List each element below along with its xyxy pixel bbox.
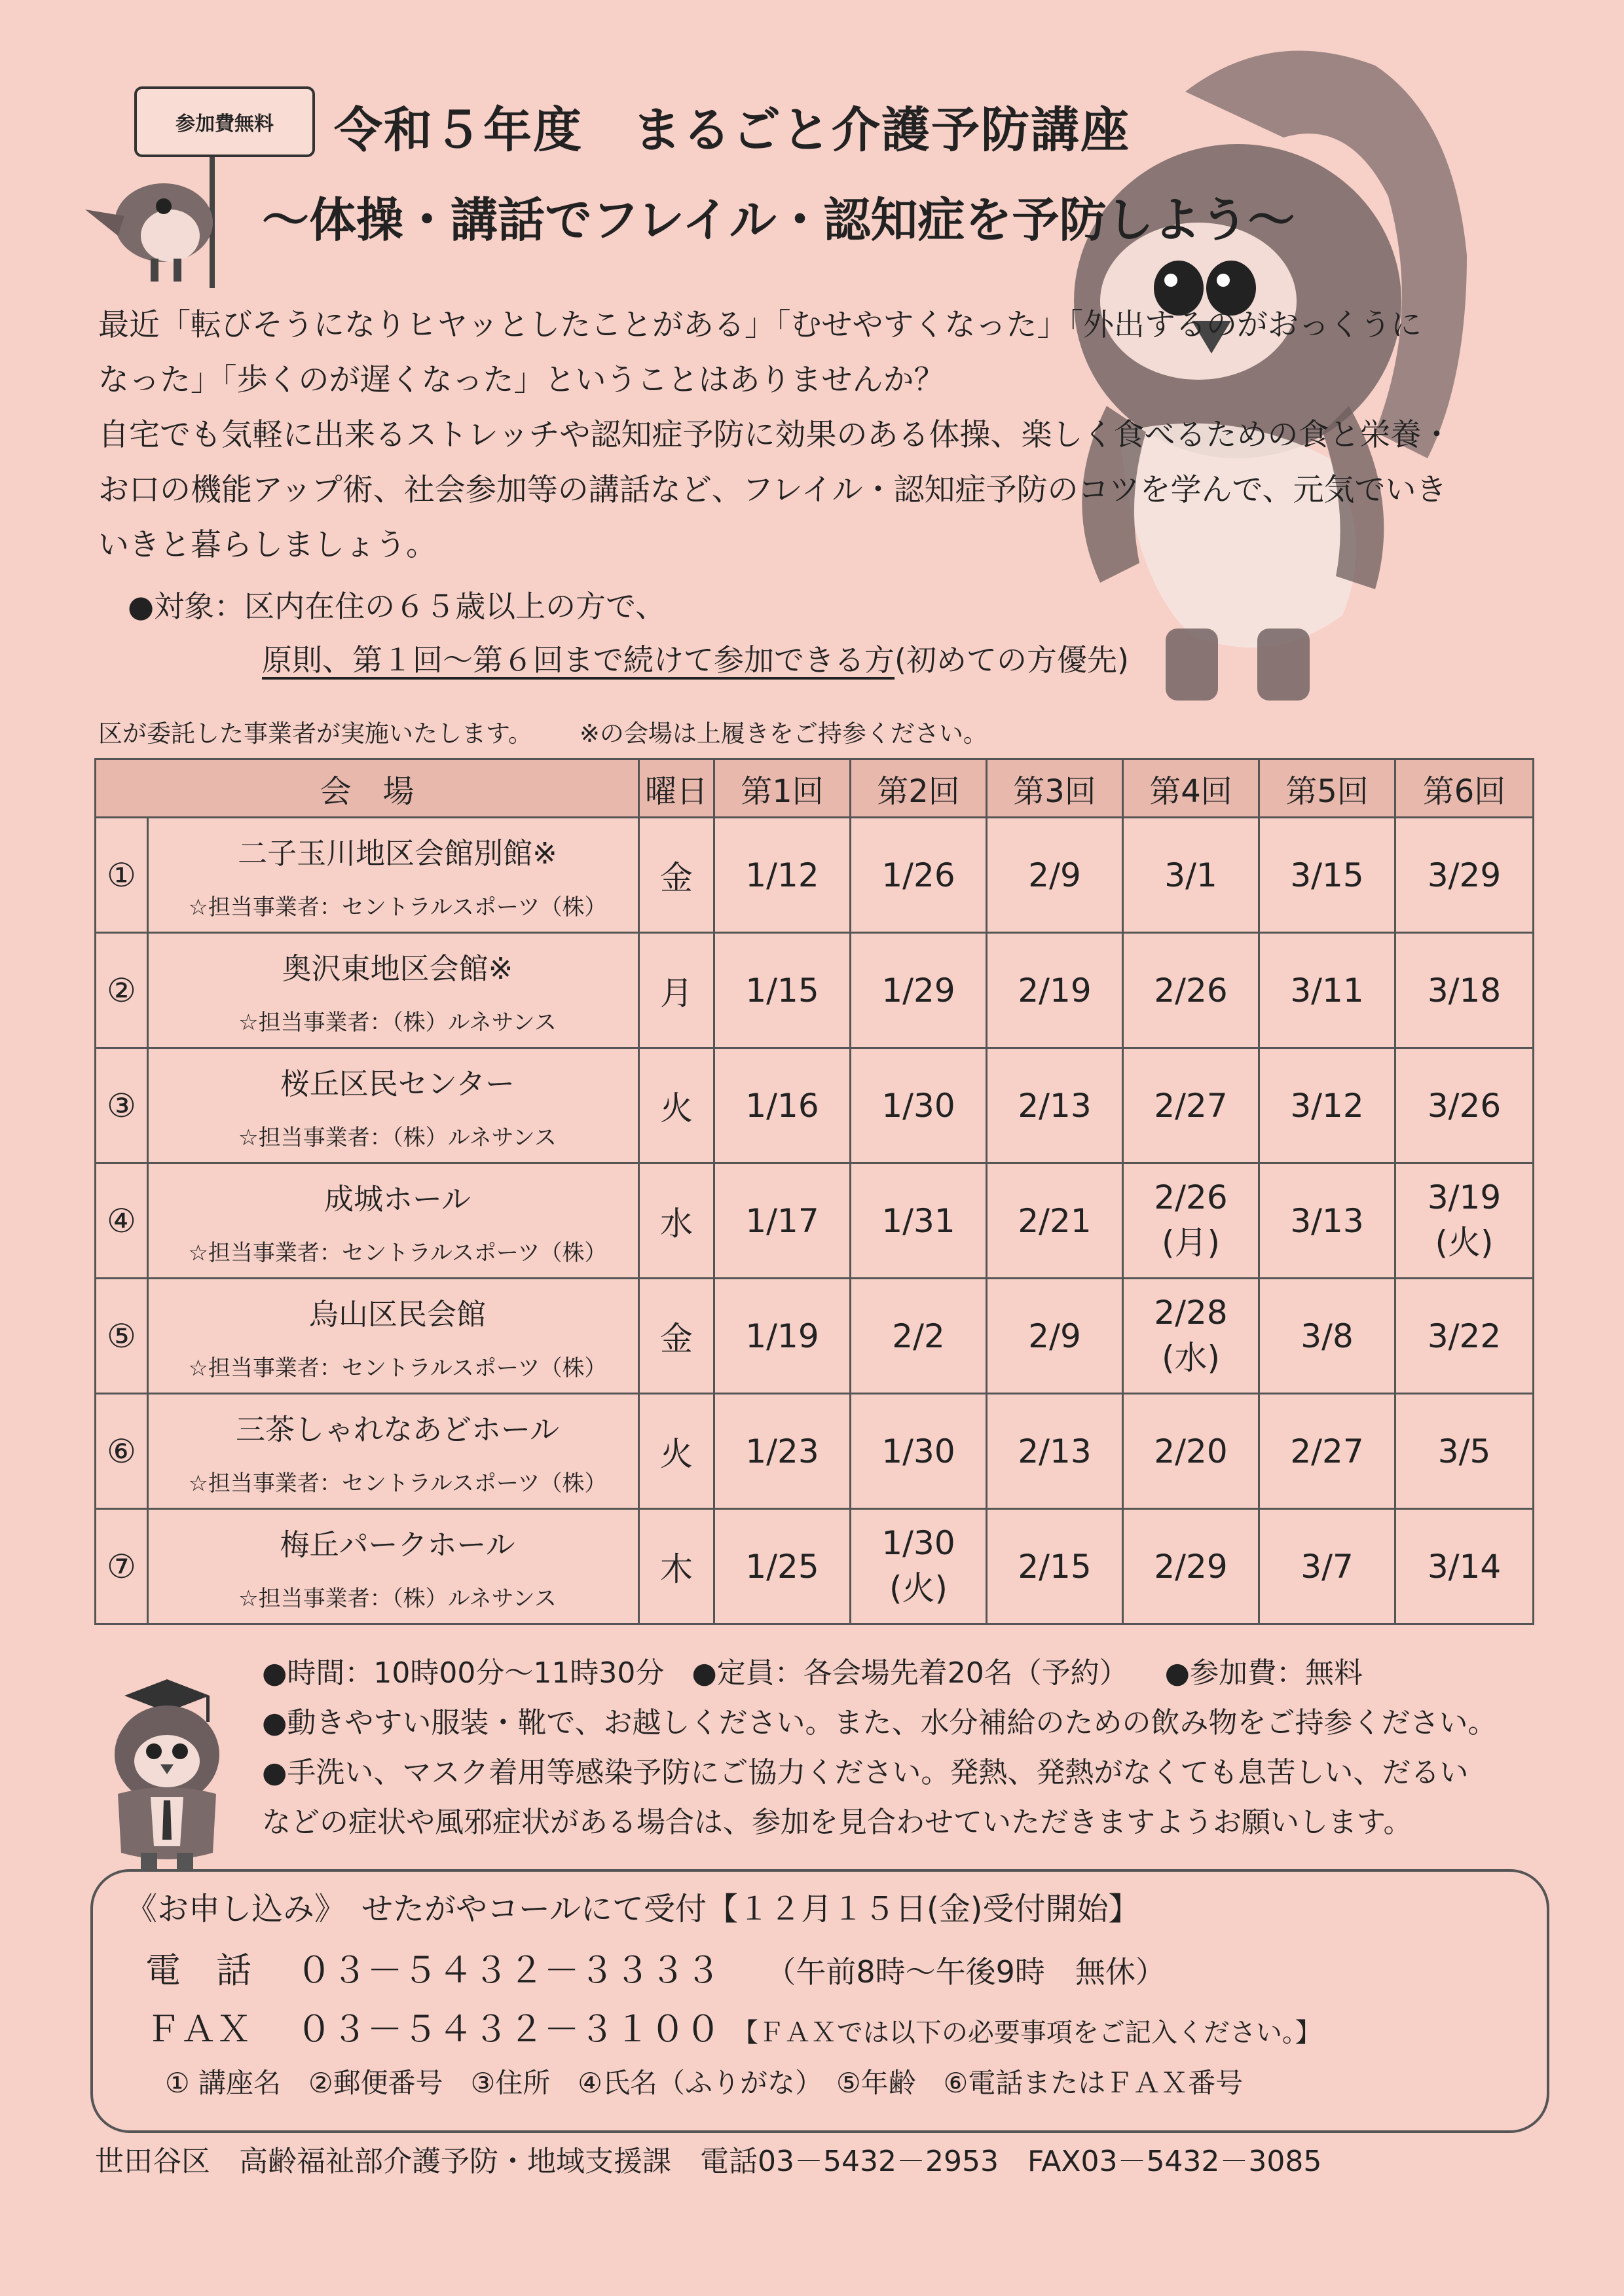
table-row bbox=[96, 1048, 1534, 1163]
venue-cell bbox=[148, 933, 639, 1048]
free-admission-badge: 参加費無料 bbox=[134, 86, 315, 157]
session-date: 3/5 bbox=[1395, 1394, 1534, 1509]
schedule-notes bbox=[98, 714, 1565, 749]
venue-operator: ☆担当事業者：セントラルスポーツ（株） bbox=[188, 1355, 607, 1381]
session-date: 1/29 bbox=[851, 933, 987, 1048]
info-time: ●時間：10時00分～11時30分 bbox=[262, 1656, 665, 1690]
session-date: 2/26 bbox=[1123, 933, 1259, 1048]
session-date: 2/20 bbox=[1123, 1394, 1259, 1509]
session-date: 2/29 bbox=[1123, 1509, 1259, 1624]
session-date: 1/30 bbox=[851, 1394, 987, 1509]
row-number: ① bbox=[96, 818, 148, 933]
event-info bbox=[262, 1649, 1585, 1848]
venue-cell bbox=[148, 1163, 639, 1279]
session-date: 3/8 bbox=[1259, 1279, 1395, 1394]
session-date: 1/15 bbox=[714, 933, 851, 1048]
venue-operator: ☆担当事業者：セントラルスポーツ（株） bbox=[188, 894, 607, 920]
intro-line: 自宅でも気軽に出来るストレッチや認知症予防に効果のある体操、楽しく食べるための食と栄養・ bbox=[98, 417, 1452, 453]
page-title: 令和５年度 まるごと介護予防講座 bbox=[334, 102, 1130, 158]
intro-text bbox=[98, 298, 1565, 573]
session-date: 3/19 (火) bbox=[1395, 1163, 1534, 1279]
info-fee: ●参加費：無料 bbox=[1164, 1656, 1363, 1690]
phone-number[interactable]: ０３－５４３２－３３３３ bbox=[296, 1950, 721, 1991]
session-date: 2/15 bbox=[987, 1509, 1123, 1624]
session-date: 3/1 bbox=[1123, 818, 1259, 933]
row-number: ⑤ bbox=[96, 1279, 148, 1394]
session-date: 2/19 bbox=[987, 933, 1123, 1048]
fax-number[interactable]: ０３－５４３２－３１００ bbox=[296, 2009, 721, 2050]
venue-name: 成城ホール bbox=[323, 1181, 471, 1216]
session-date: 1/12 bbox=[714, 818, 851, 933]
target-audience bbox=[128, 579, 1129, 687]
venue-cell bbox=[148, 1279, 639, 1394]
session-date: 2/27 bbox=[1259, 1394, 1395, 1509]
session-date: 1/25 bbox=[714, 1509, 851, 1624]
weekday-cell: 金 bbox=[639, 818, 714, 933]
session-date: 3/14 bbox=[1395, 1509, 1534, 1624]
venue-operator: ☆担当事業者：セントラルスポーツ（株） bbox=[188, 1470, 607, 1497]
schedule-table bbox=[94, 758, 1534, 1625]
venue-operator: ☆担当事業者：セントラルスポーツ（株） bbox=[188, 1239, 607, 1266]
session-date: 3/7 bbox=[1259, 1509, 1395, 1624]
venue-name: 桜丘区民センター bbox=[280, 1066, 515, 1101]
table-row bbox=[96, 818, 1534, 933]
info-capacity: ●定員：各会場先着20名（予約） bbox=[692, 1656, 1128, 1690]
table-row bbox=[96, 1163, 1534, 1279]
session-date: 3/12 bbox=[1259, 1048, 1395, 1163]
venue-name: 奥沢東地区会館※ bbox=[282, 951, 513, 986]
weekday-cell: 金 bbox=[639, 1279, 714, 1394]
weekday-cell: 水 bbox=[639, 1163, 714, 1279]
required-fields: ① 講座名 ②郵便番号 ③住所 ④氏名（ふりがな） ⑤年齢 ⑥電話またはＦＡＸ番号 bbox=[165, 2067, 1244, 2099]
session-date: 1/26 bbox=[851, 818, 987, 933]
header-session: 第5回 bbox=[1259, 759, 1395, 818]
fax-label: ＦＡＸ bbox=[145, 2009, 251, 2050]
session-date: 2/28 (水) bbox=[1123, 1279, 1259, 1394]
header-session: 第1回 bbox=[714, 759, 851, 818]
session-date: 1/23 bbox=[714, 1394, 851, 1509]
venue-operator: ☆担当事業者：（株）ルネサンス bbox=[238, 1124, 557, 1151]
info-hygiene1: ●手洗い、マスク着用等感染予防にご協力ください。発熱、発熱がなくても息苦しい、だるい bbox=[262, 1756, 1469, 1789]
table-row bbox=[96, 1279, 1534, 1394]
venue-cell bbox=[148, 1048, 639, 1163]
session-date: 1/30 bbox=[851, 1048, 987, 1163]
session-date: 2/9 bbox=[987, 818, 1123, 933]
application-box bbox=[90, 1869, 1549, 2133]
intro-line: お口の機能アップ術、社会参加等の講話など、フレイル・認知症予防のコツを学んで、元気でいき bbox=[98, 472, 1447, 508]
graduate-bird-icon bbox=[98, 1676, 236, 1872]
row-number: ⑦ bbox=[96, 1509, 148, 1624]
target-priority: (初めての方優先) bbox=[895, 642, 1129, 678]
session-date: 1/30 (火) bbox=[851, 1509, 987, 1624]
header-venue: 会 場 bbox=[96, 759, 639, 818]
session-date: 1/17 bbox=[714, 1163, 851, 1279]
phone-label: 電 話 bbox=[145, 1950, 251, 1991]
intro-line: 最近「転びそうになりヒヤッとしたことがある」「むせやすくなった」「外出するのがおっくうに bbox=[98, 307, 1422, 343]
info-line bbox=[262, 1649, 1585, 1698]
header-session: 第3回 bbox=[987, 759, 1123, 818]
session-date: 3/29 bbox=[1395, 818, 1534, 933]
table-header-row bbox=[96, 759, 1534, 818]
venue-operator: ☆担当事業者：（株）ルネサンス bbox=[238, 1585, 557, 1612]
venue-name: 三茶しゃれなあどホール bbox=[235, 1412, 560, 1447]
venue-name: 二子玉川地区会館別館※ bbox=[238, 835, 557, 871]
apply-heading: 《お申し込み》 せたがやコールにて受付【１２月１５日(金)受付開始】 bbox=[126, 1891, 1140, 1927]
session-date: 3/15 bbox=[1259, 818, 1395, 933]
weekday-cell: 月 bbox=[639, 933, 714, 1048]
target-line2 bbox=[128, 633, 1129, 687]
session-date: 2/9 bbox=[987, 1279, 1123, 1394]
page-subtitle: ～体操・講話でフレイル・認知症を予防しよう～ bbox=[262, 192, 1295, 247]
session-date: 2/26 (月) bbox=[1123, 1163, 1259, 1279]
session-date: 3/22 bbox=[1395, 1279, 1534, 1394]
table-body bbox=[96, 818, 1534, 1624]
small-bird-sign-icon bbox=[79, 151, 249, 288]
header-session: 第4回 bbox=[1123, 759, 1259, 818]
session-date: 3/13 bbox=[1259, 1163, 1395, 1279]
venue-operator: ☆担当事業者：（株）ルネサンス bbox=[238, 1009, 557, 1036]
venue-name: 梅丘パークホール bbox=[280, 1527, 515, 1562]
phone-row bbox=[145, 1942, 1166, 1993]
session-date: 2/13 bbox=[987, 1394, 1123, 1509]
venue-cell bbox=[148, 818, 639, 933]
session-date: 2/27 bbox=[1123, 1048, 1259, 1163]
session-date: 2/13 bbox=[987, 1048, 1123, 1163]
session-date: 3/26 bbox=[1395, 1048, 1534, 1163]
table-row bbox=[96, 1394, 1534, 1509]
footer-contact: 世田谷区 高齢福祉部介護予防・地域支援課 電話03－5432－2953 FAX03－5432－3085 bbox=[95, 2145, 1322, 2178]
row-number: ④ bbox=[96, 1163, 148, 1279]
row-number: ⑥ bbox=[96, 1394, 148, 1509]
indoor-shoes-note: ※の会場は上履きをご持参ください。 bbox=[579, 720, 987, 748]
fax-row bbox=[145, 2001, 1321, 2052]
header-session: 第2回 bbox=[851, 759, 987, 818]
venue-cell bbox=[148, 1509, 639, 1624]
phone-hours: （午前8時～午後9時 無休） bbox=[766, 1954, 1166, 1990]
table-row bbox=[96, 933, 1534, 1048]
intro-line: いきと暮らしましょう。 bbox=[98, 527, 437, 563]
session-date: 1/31 bbox=[851, 1163, 987, 1279]
weekday-cell: 火 bbox=[639, 1048, 714, 1163]
operator-note: 区が委託した事業者が実施いたします。 bbox=[98, 720, 533, 748]
row-number: ③ bbox=[96, 1048, 148, 1163]
weekday-cell: 火 bbox=[639, 1394, 714, 1509]
intro-line: なった」「歩くのが遅くなった」ということはありませんか？ bbox=[98, 362, 945, 398]
session-date: 3/11 bbox=[1259, 933, 1395, 1048]
session-date: 2/2 bbox=[851, 1279, 987, 1394]
session-date: 3/18 bbox=[1395, 933, 1534, 1048]
header-session: 第6回 bbox=[1395, 759, 1534, 818]
info-clothing: ●動きやすい服装・靴で、お越しください。また、水分補給のための飲み物をご持参ください。 bbox=[262, 1706, 1497, 1740]
session-date: 1/16 bbox=[714, 1048, 851, 1163]
header-day: 曜日 bbox=[639, 759, 714, 818]
table-row bbox=[96, 1509, 1534, 1624]
session-date: 2/21 bbox=[987, 1163, 1123, 1279]
target-condition: 原則、第１回～第６回まで続けて参加できる方 bbox=[262, 642, 895, 678]
venue-cell bbox=[148, 1394, 639, 1509]
venue-name: 烏山区民会館 bbox=[309, 1296, 487, 1332]
info-hygiene2: などの症状や風邪症状がある場合は、参加を見合わせていただきますようお願いします。 bbox=[262, 1806, 1412, 1839]
weekday-cell: 木 bbox=[639, 1509, 714, 1624]
session-date: 1/19 bbox=[714, 1279, 851, 1394]
row-number: ② bbox=[96, 933, 148, 1048]
fax-note: 【ＦＡＸでは以下の必要事項をご記入ください。】 bbox=[731, 2018, 1321, 2048]
target-line1: ●対象：区内在住の６５歳以上の方で、 bbox=[128, 589, 666, 624]
